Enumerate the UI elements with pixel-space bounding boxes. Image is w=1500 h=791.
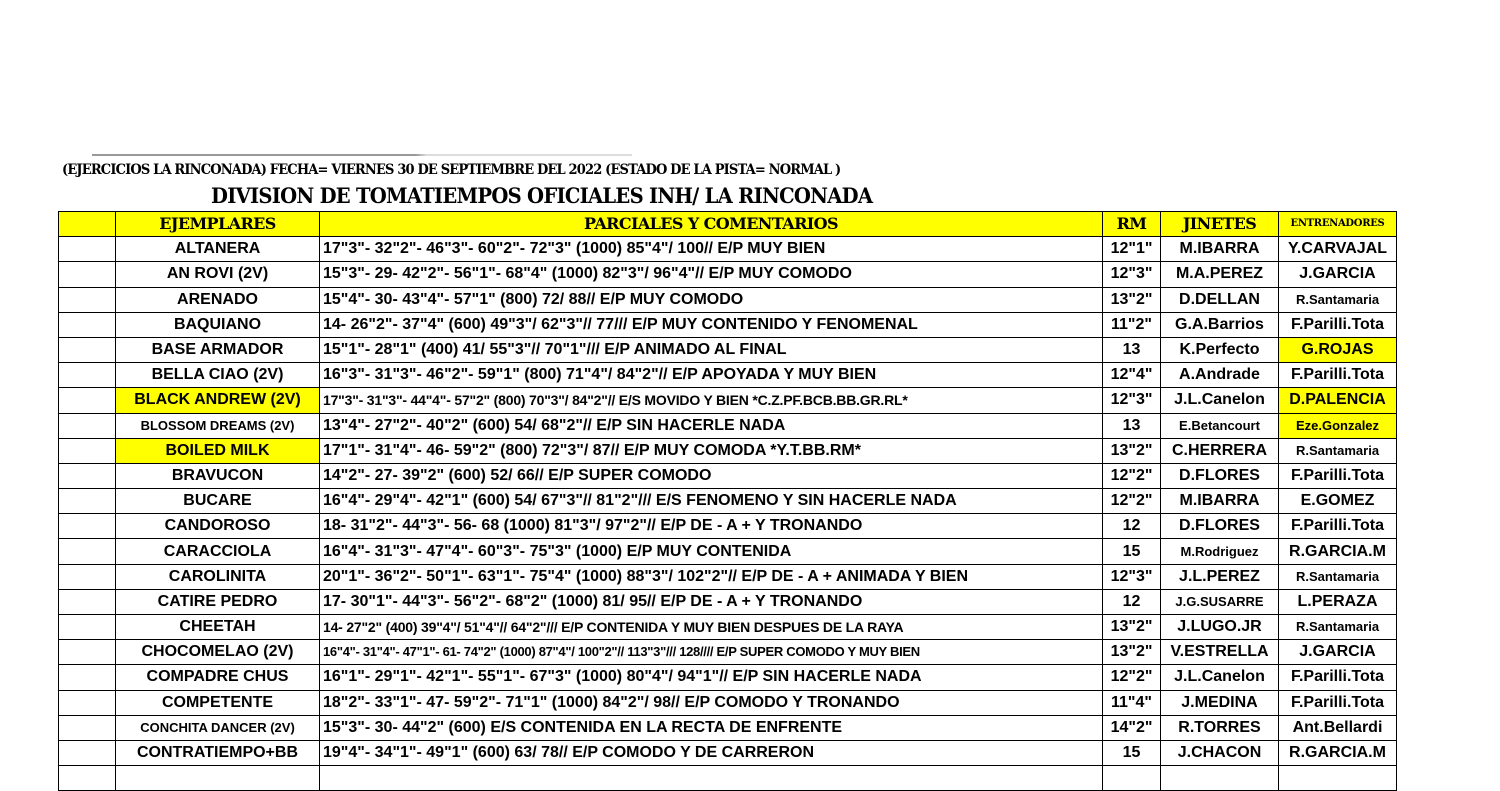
horse-name: ARENADO [116, 287, 320, 312]
row-index-cell [59, 715, 116, 740]
row-index-cell [59, 539, 116, 564]
parciales-comments: 16"4"- 29"4"- 42"1" (600) 54/ 67"3"// 81"2"/// E/S FENOMENO Y SIN HACERLE NADA [320, 489, 1103, 514]
parciales-comments: 17"3"- 31"3"- 44"4"- 57"2" (800) 70"3"/ 84"2"// E/S MOVIDO Y BIEN *C.Z.PF.BCB.BB.GR.RL* [320, 388, 1103, 413]
horse-name: CAROLINITA [116, 564, 320, 589]
row-index-cell [59, 564, 116, 589]
jockey: A.Andrade [1161, 363, 1279, 388]
horse-name: BASE ARMADOR [116, 337, 320, 362]
parciales-comments: 15"3"- 30- 44"2" (600) E/S CONTENIDA EN LA RECTA DE ENFRENTE [320, 715, 1103, 740]
trainer: D.PALENCIA [1279, 388, 1397, 413]
parciales-comments: 16"1"- 29"1"- 42"1"- 55"1"- 67"3" (1000) 80"4"/ 94"1"// E/P SIN HACERLE NADA [320, 665, 1103, 690]
horse-name: CONTRATIEMPO+BB [116, 740, 320, 765]
rm-time: 13"2" [1103, 287, 1161, 312]
parciales-comments: 16"3"- 31"3"- 46"2"- 59"1" (800) 71"4"/ 84"2"// E/P APOYADA Y MUY BIEN [320, 363, 1103, 388]
horse-name: COMPADRE CHUS [116, 665, 320, 690]
horse-name: BRAVUCON [116, 463, 320, 488]
table-row [59, 514, 1397, 539]
table-row [59, 262, 1397, 287]
rm-time: 11"4" [1103, 690, 1161, 715]
row-index-cell [59, 740, 116, 765]
trainer: F.Parilli.Tota [1279, 514, 1397, 539]
empty-cell [59, 766, 116, 791]
jockey: D.FLORES [1161, 463, 1279, 488]
jockey: E.Betancourt [1161, 413, 1279, 438]
trainer: Eze.Gonzalez [1279, 413, 1397, 438]
empty-cell [1161, 766, 1279, 791]
trainer: J.GARCIA [1279, 640, 1397, 665]
horse-name: BELLA CIAO (2V) [116, 363, 320, 388]
jockey: M.Rodriguez [1161, 539, 1279, 564]
row-index-cell [59, 262, 116, 287]
table-row [59, 640, 1397, 665]
jockey: J.CHACON [1161, 740, 1279, 765]
row-index-cell [59, 312, 116, 337]
table-row [59, 337, 1397, 362]
jockey: V.ESTRELLA [1161, 640, 1279, 665]
empty-cell [1103, 766, 1161, 791]
horse-name: CHOCOMELAO (2V) [116, 640, 320, 665]
top-rule [92, 154, 632, 156]
horse-name: BLOSSOM DREAMS (2V) [116, 413, 320, 438]
subtitle: (EJERCICIOS LA RINCONADA) FECHA= VIERNES 30 DE SEPTIEMBRE DEL 2022 (ESTADO DE LA PISTA= NORMAL ) [62, 162, 841, 178]
trainer: E.GOMEZ [1279, 489, 1397, 514]
trainer: F.Parilli.Tota [1279, 690, 1397, 715]
rm-time: 13"2" [1103, 640, 1161, 665]
horse-name: AN ROVI (2V) [116, 262, 320, 287]
parciales-comments: 17- 30"1"- 44"3"- 56"2"- 68"2" (1000) 81/ 95// E/P DE - A + Y TRONANDO [320, 589, 1103, 614]
rm-time: 11"2" [1103, 312, 1161, 337]
header-rm: RM [1103, 212, 1161, 237]
jockey: M.IBARRA [1161, 237, 1279, 262]
table-row [59, 287, 1397, 312]
rm-time: 13"2" [1103, 438, 1161, 463]
horse-name: CATIRE PEDRO [116, 589, 320, 614]
trainer: F.Parilli.Tota [1279, 665, 1397, 690]
row-index-cell [59, 363, 116, 388]
row-index-cell [59, 489, 116, 514]
rm-time: 15 [1103, 740, 1161, 765]
trainer: J.GARCIA [1279, 262, 1397, 287]
table-row [59, 539, 1397, 564]
empty-cell [320, 766, 1103, 791]
header-ejemplares: EJEMPLARES [116, 212, 320, 237]
rm-time: 12"1" [1103, 237, 1161, 262]
rm-time: 12"3" [1103, 262, 1161, 287]
table-row [59, 690, 1397, 715]
header-blank [59, 212, 116, 237]
table-row [59, 463, 1397, 488]
empty-cell [1279, 766, 1397, 791]
row-index-cell [59, 388, 116, 413]
row-index-cell [59, 413, 116, 438]
parciales-comments: 14- 26"2"- 37"4" (600) 49"3"/ 62"3"// 77/// E/P MUY CONTENIDO Y FENOMENAL [320, 312, 1103, 337]
parciales-comments: 17"3"- 32"2"- 46"3"- 60"2"- 72"3" (1000) 85"4"/ 100// E/P MUY BIEN [320, 237, 1103, 262]
jockey: C.HERRERA [1161, 438, 1279, 463]
parciales-comments: 14"2"- 27- 39"2" (600) 52/ 66// E/P SUPER COMODO [320, 463, 1103, 488]
parciales-comments: 16"4"- 31"3"- 47"4"- 60"3"- 75"3" (1000) E/P MUY CONTENIDA [320, 539, 1103, 564]
jockey: D.DELLAN [1161, 287, 1279, 312]
jockey: J.L.PEREZ [1161, 564, 1279, 589]
header-parciales: PARCIALES Y COMENTARIOS [320, 212, 1103, 237]
row-index-cell [59, 337, 116, 362]
horse-name: BUCARE [116, 489, 320, 514]
table-row [59, 237, 1397, 262]
parciales-comments: 16"4"- 31"4"- 47"1"- 61- 74"2" (1000) 87"4"/ 100"2"// 113"3"/// 128//// E/P SUPER COMODO Y MUY BIEN [320, 640, 1103, 665]
rm-time: 12"2" [1103, 489, 1161, 514]
trainer: R.Santamaria [1279, 615, 1397, 640]
parciales-comments: 18"2"- 33"1"- 47- 59"2"- 71"1" (1000) 84"2"/ 98// E/P COMODO Y TRONANDO [320, 690, 1103, 715]
rm-time: 12"3" [1103, 388, 1161, 413]
row-index-cell [59, 615, 116, 640]
header-jinetes: JINETES [1161, 212, 1279, 237]
table-row [59, 564, 1397, 589]
row-index-cell [59, 237, 116, 262]
jockey: K.Perfecto [1161, 337, 1279, 362]
row-index-cell [59, 438, 116, 463]
trainer: R.GARCIA.M [1279, 740, 1397, 765]
parciales-comments: 13"4"- 27"2"- 40"2" (600) 54/ 68"2"// E/P SIN HACERLE NADA [320, 413, 1103, 438]
jockey: J.LUGO.JR [1161, 615, 1279, 640]
horse-name: BLACK ANDREW (2V) [116, 388, 320, 413]
table-row [59, 589, 1397, 614]
horse-name: CANDOROSO [116, 514, 320, 539]
jockey: R.TORRES [1161, 715, 1279, 740]
parciales-comments: 15"3"- 29- 42"2"- 56"1"- 68"4" (1000) 82"3"/ 96"4"// E/P MUY COMODO [320, 262, 1103, 287]
trainer: Y.CARVAJAL [1279, 237, 1397, 262]
trainer: Ant.Bellardi [1279, 715, 1397, 740]
table-row [59, 489, 1397, 514]
row-index-cell [59, 514, 116, 539]
jockey: M.A.PEREZ [1161, 262, 1279, 287]
horse-name: BOILED MILK [116, 438, 320, 463]
parciales-comments: 18- 31"2"- 44"3"- 56- 68 (1000) 81"3"/ 97"2"// E/P DE - A + Y TRONANDO [320, 514, 1103, 539]
trainer: L.PERAZA [1279, 589, 1397, 614]
header-entrenadores: ENTRENADORES [1279, 212, 1397, 237]
trainer: G.ROJAS [1279, 337, 1397, 362]
trainer: F.Parilli.Tota [1279, 463, 1397, 488]
rm-time: 12 [1103, 589, 1161, 614]
table-row [59, 388, 1397, 413]
rm-time: 12"4" [1103, 363, 1161, 388]
table-row-partial [59, 766, 1397, 791]
rm-time: 13 [1103, 337, 1161, 362]
horse-name: CARACCIOLA [116, 539, 320, 564]
table-row [59, 665, 1397, 690]
row-index-cell [59, 690, 116, 715]
horse-name: BAQUIANO [116, 312, 320, 337]
page-title: DIVISION DE TOMATIEMPOS OFICIALES INH/ LA RINCONADA [211, 183, 873, 208]
row-index-cell [59, 463, 116, 488]
rm-time: 13 [1103, 413, 1161, 438]
jockey: J.G.SUSARRE [1161, 589, 1279, 614]
workouts-table [58, 211, 1397, 791]
rm-time: 13"2" [1103, 615, 1161, 640]
jockey: G.A.Barrios [1161, 312, 1279, 337]
trainer: R.Santamaria [1279, 564, 1397, 589]
parciales-comments: 17"1"- 31"4"- 46- 59"2" (800) 72"3"/ 87// E/P MUY COMODA *Y.T.BB.RM* [320, 438, 1103, 463]
horse-name: COMPETENTE [116, 690, 320, 715]
rm-time: 12"2" [1103, 665, 1161, 690]
jockey: J.L.Canelon [1161, 665, 1279, 690]
trainer: F.Parilli.Tota [1279, 363, 1397, 388]
parciales-comments: 19"4"- 34"1"- 49"1" (600) 63/ 78// E/P COMODO Y DE CARRERON [320, 740, 1103, 765]
horse-name: CHEETAH [116, 615, 320, 640]
table-header-row [59, 212, 1397, 237]
table-row [59, 413, 1397, 438]
rm-time: 12"3" [1103, 564, 1161, 589]
table-row [59, 715, 1397, 740]
row-index-cell [59, 589, 116, 614]
row-index-cell [59, 287, 116, 312]
trainer: F.Parilli.Tota [1279, 312, 1397, 337]
row-index-cell [59, 640, 116, 665]
jockey: J.L.Canelon [1161, 388, 1279, 413]
table-row [59, 615, 1397, 640]
rm-time: 15 [1103, 539, 1161, 564]
rm-time: 12"2" [1103, 463, 1161, 488]
parciales-comments: 15"4"- 30- 43"4"- 57"1" (800) 72/ 88// E/P MUY COMODO [320, 287, 1103, 312]
table-row [59, 438, 1397, 463]
parciales-comments: 20"1"- 36"2"- 50"1"- 63"1"- 75"4" (1000) 88"3"/ 102"2"// E/P DE - A + ANIMADA Y BIEN [320, 564, 1103, 589]
table-row [59, 740, 1397, 765]
parciales-comments: 15"1"- 28"1" (400) 41/ 55"3"// 70"1"/// E/P ANIMADO AL FINAL [320, 337, 1103, 362]
rm-time: 14"2" [1103, 715, 1161, 740]
horse-name: CONCHITA DANCER (2V) [116, 715, 320, 740]
parciales-comments: 14- 27"2" (400) 39"4"/ 51"4"// 64"2"/// E/P CONTENIDA Y MUY BIEN DESPUES DE LA RAYA [320, 615, 1103, 640]
trainer: R.Santamaria [1279, 438, 1397, 463]
trainer: R.Santamaria [1279, 287, 1397, 312]
empty-cell [116, 766, 320, 791]
row-index-cell [59, 665, 116, 690]
trainer: R.GARCIA.M [1279, 539, 1397, 564]
jockey: D.FLORES [1161, 514, 1279, 539]
rm-time: 12 [1103, 514, 1161, 539]
horse-name: ALTANERA [116, 237, 320, 262]
jockey: M.IBARRA [1161, 489, 1279, 514]
jockey: J.MEDINA [1161, 690, 1279, 715]
table-row [59, 363, 1397, 388]
table-row [59, 312, 1397, 337]
